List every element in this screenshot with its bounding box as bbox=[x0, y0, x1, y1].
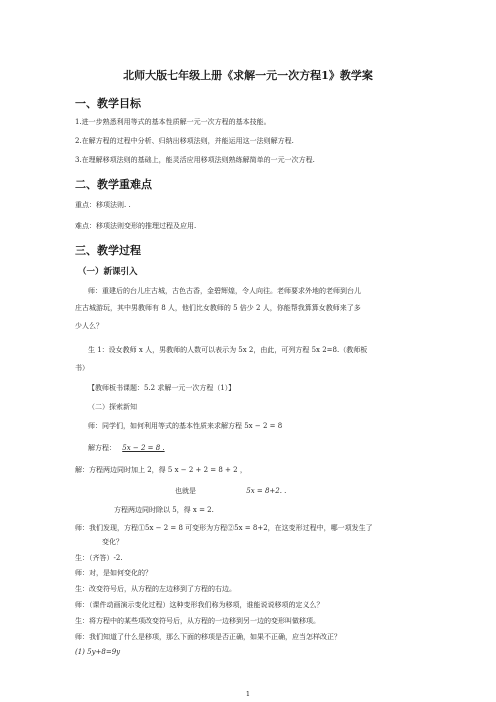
teacher-question-1: 师：同学们，如何利用等式的基本性质来求解方程 5x − 2 = 8 bbox=[88, 422, 283, 430]
intro-line-1: 师：重建后的台儿庄古城，古色古香，金碧辉煌，令人向往。老师要求外地的老师到台儿 bbox=[88, 287, 361, 295]
objective-3: 3.在理解移项法则的基础上，能灵活应用移项法则熟练解简单的一元一次方程. bbox=[75, 156, 315, 164]
solve-line bbox=[88, 443, 165, 453]
part2-heading bbox=[88, 402, 137, 412]
intro-line-3: 少人么？ bbox=[75, 322, 103, 330]
objective-1: 1.进一步熟悉利用等式的基本性质解一元一次方程的基本技能。 bbox=[75, 118, 271, 126]
teacher-question-5: 师：我们知道了什么是移项，那么下面的移项是否正确，如果不正确，应当怎样改正？ bbox=[75, 633, 341, 641]
solution-step-2 bbox=[175, 486, 286, 496]
teacher-question-2-line-1: 师：我们发现，方程①5x − 2 = 8 可变形为方程②5x = 8+2，在这变形过程中，哪一项发生了 bbox=[75, 524, 373, 532]
section-heading-process: 三、教学过程 bbox=[75, 244, 141, 257]
step2-label: 也就是 bbox=[175, 487, 196, 495]
key-point: 重点：移项法则. . bbox=[75, 201, 131, 209]
student1-line-2: 书） bbox=[75, 364, 89, 372]
intro-line-2: 庄古城游玩，其中男教师有 8 人，他们比女教师的 5 倍少 2 人，你能帮我算算女教师来了多 bbox=[75, 304, 361, 312]
section-heading-objectives: 一、教学目标 bbox=[75, 97, 141, 110]
board-title: 【教师板书课题：5.2 求解一元一次方程（1）】 bbox=[88, 384, 236, 392]
step2-equation: 5x = 8+2. . bbox=[246, 487, 287, 495]
solution-step-1: 解：方程两边同时加上 2，得 5 x − 2 + 2 = 8 + 2 ， bbox=[75, 466, 247, 474]
difficult-point: 难点：移项法则变形的推理过程及应用. bbox=[75, 222, 197, 230]
part2-heading-text: （二）探索新知 bbox=[88, 403, 137, 411]
teacher-question-4: 师：（课件动画演示变化过程）这种变形我们称为移项，谁能说说移项的定义么？ bbox=[75, 601, 324, 609]
chorus-answer: 生：（齐答）-2. bbox=[75, 554, 123, 562]
page-number: 1 bbox=[245, 690, 251, 698]
part1-heading: （一）新课引入 bbox=[78, 267, 138, 277]
solve-label: 解方程： bbox=[88, 444, 116, 452]
document-title: 北师大版七年级上册《求解一元一次方程1》教学案 bbox=[123, 69, 373, 82]
exercise-1: (1) 5y+8=9y bbox=[75, 648, 121, 656]
student1-line-1: 生 1：设女教师 x 人，男教师的人数可以表示为 5x 2，由此，可列方程 5x 2=8.（教师板 bbox=[88, 346, 368, 354]
section-heading-key-points: 二、教学重难点 bbox=[75, 178, 152, 191]
student-definition: 生：将方程中的某些项改变符号后，从方程的一边移到另一边的变形叫做移项。 bbox=[75, 617, 320, 625]
solve-equation: 5x − 2 = 8 . bbox=[122, 444, 165, 452]
teacher-question-2-line-2: 变化？ bbox=[102, 538, 123, 546]
objective-2: 2.在解方程的过程中分析、归纳出移项法则，并能运用这一法则解方程. bbox=[75, 137, 294, 145]
student-answer: 生：改变符号后，从方程的左边移到了方程的右边。 bbox=[75, 585, 236, 593]
solution-step-3: 方程两边同时除以 5，得 x = 2. bbox=[114, 506, 214, 514]
teacher-question-3: 师：对，是如何变化的？ bbox=[75, 569, 152, 577]
